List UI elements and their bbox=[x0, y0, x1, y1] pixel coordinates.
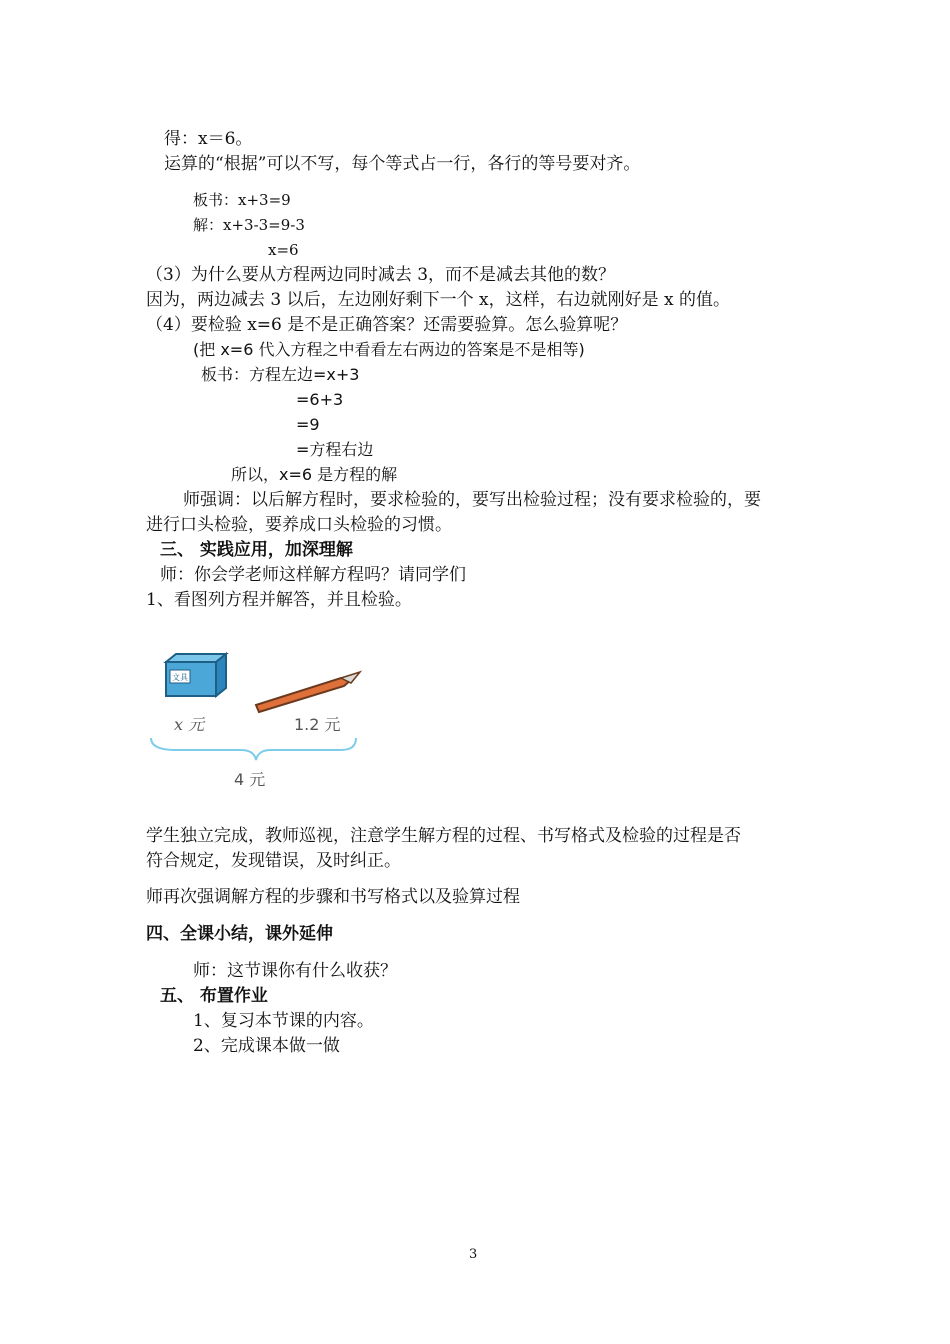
line-board-result: x=6 bbox=[268, 241, 299, 259]
exercise-figure bbox=[146, 650, 366, 800]
total-brace bbox=[151, 738, 356, 760]
classroom-activity-1: 学生独立完成，教师巡视，注意学生解方程的过程、书写格式及检验的过程是否 bbox=[146, 826, 741, 846]
homework-1: 1、复习本节课的内容。 bbox=[193, 1011, 374, 1031]
board-check-step-2: =9 bbox=[296, 415, 320, 434]
box-text: 文具 bbox=[172, 673, 188, 682]
teacher-question: 师：这节课你有什么收获？ bbox=[193, 961, 397, 981]
pen-icon bbox=[256, 672, 360, 712]
board-check-left: 板书：方程左边=x+3 bbox=[201, 365, 360, 384]
line-board-solve-step: 解：x+3-3=9-3 bbox=[193, 216, 305, 234]
page-number: 3 bbox=[469, 1247, 478, 1262]
section-4-heading: 四、全课小结，课外延伸 bbox=[146, 924, 333, 944]
line-board-equation: 板书：x+3=9 bbox=[193, 191, 291, 209]
exercise-1: 1、看图列方程并解答，并且检验。 bbox=[146, 590, 412, 610]
teacher-prompt: 师：你会学老师这样解方程吗？请同学们 bbox=[160, 565, 466, 585]
answer-3: 因为，两边减去 3 以后，左边刚好剩下一个 x，这样，右边就刚好是 x 的值。 bbox=[146, 290, 731, 310]
line-solution-result: 得：x＝6。 bbox=[164, 129, 253, 149]
substitution-note: (把 x=6 代入方程之中看看左右两边的答案是不是相等) bbox=[193, 340, 585, 359]
question-4: （4）要检验 x=6 是不是正确答案？还需要验算。怎么验算呢？ bbox=[146, 315, 628, 335]
homework-2: 2、完成课本做一做 bbox=[193, 1036, 340, 1056]
board-check-step-3: =方程右边 bbox=[296, 440, 374, 459]
total-price-label: 4 元 bbox=[234, 770, 266, 789]
box-price-label: x 元 bbox=[174, 715, 205, 734]
classroom-activity-2: 符合规定，发现错误，及时纠正。 bbox=[146, 851, 401, 871]
teacher-emphasis-2: 进行口头检验，要养成口头检验的习惯。 bbox=[146, 515, 452, 535]
board-check-step-1: =6+3 bbox=[296, 390, 344, 409]
section-3-heading: 三、 实践应用，加深理解 bbox=[160, 540, 353, 560]
check-conclusion: 所以，x=6 是方程的解 bbox=[231, 465, 398, 484]
question-3: （3）为什么要从方程两边同时减去 3，而不是减去其他的数？ bbox=[146, 265, 616, 285]
pen-price-label: 1.2 元 bbox=[294, 715, 341, 734]
teacher-emphasis-1: 师强调：以后解方程时，要求检验的，要写出检验过程；没有要求检验的，要 bbox=[183, 490, 761, 510]
section-5-heading: 五、 布置作业 bbox=[160, 986, 268, 1006]
line-format-note: 运算的“根据”可以不写，每个等式占一行，各行的等号要对齐。 bbox=[164, 154, 641, 174]
pencil-box-icon bbox=[166, 654, 226, 696]
teacher-reemphasis: 师再次强调解方程的步骤和书写格式以及验算过程 bbox=[146, 887, 520, 907]
